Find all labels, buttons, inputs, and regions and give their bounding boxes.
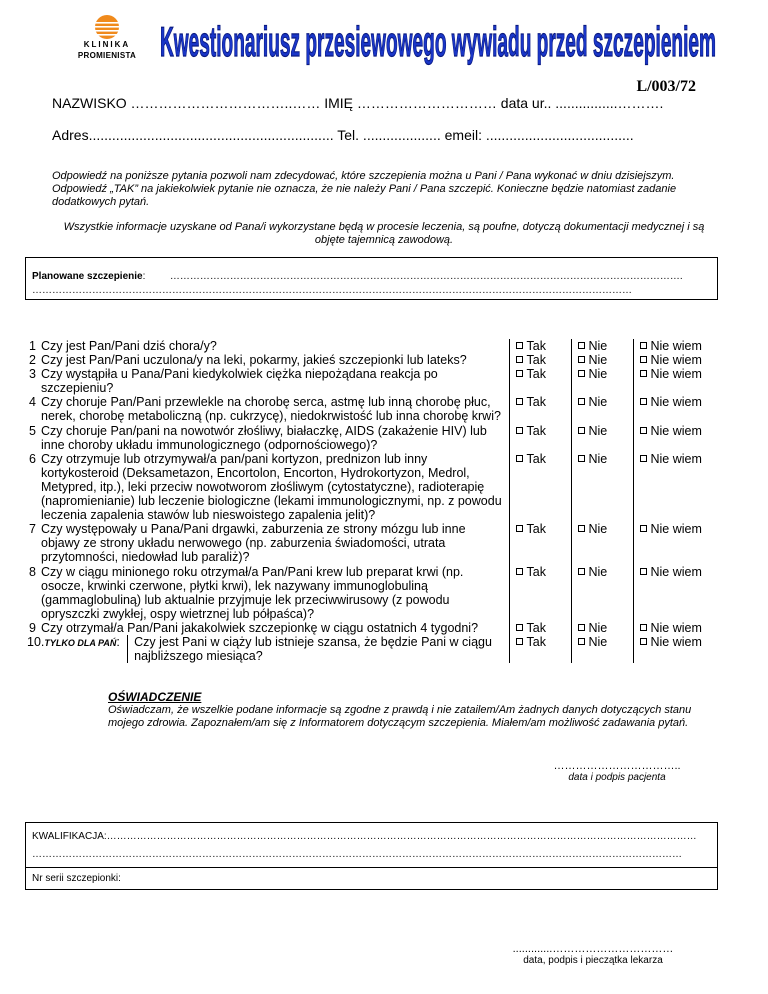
checkbox-icon[interactable] bbox=[640, 638, 647, 645]
option-no[interactable] bbox=[578, 621, 633, 635]
doctor-signature-label: data, podpis i pieczątka lekarza bbox=[523, 955, 663, 966]
declaration-heading: OŚWIADCZENIE bbox=[108, 690, 202, 704]
checkbox-icon[interactable] bbox=[578, 638, 585, 645]
option-label: Nie wiem bbox=[650, 367, 702, 382]
checkbox-icon[interactable] bbox=[640, 342, 647, 349]
question-text: Czy choruje Pan/Pani przewlekle na chorobę serca, astmę lub inną chorobę płuc, nerek, chorobę metaboliczną (np. cukrzycę), niedokrwistość lub inna chorobę krwi? bbox=[41, 395, 501, 424]
option-label: Nie bbox=[588, 423, 608, 438]
checkbox-icon[interactable] bbox=[640, 370, 647, 377]
question-text: Czy jest Pan/Pani uczulona/y na leki, pokarmy, jakieś szczepionki lub lateks? bbox=[41, 353, 467, 368]
checkbox-icon[interactable] bbox=[578, 370, 585, 377]
option-label: Tak bbox=[526, 353, 546, 368]
question-text: Czy w ciągu minionego roku otrzymał/a Pan/Pani krew lub preparat krwi (np. osocze, krwinki czerwone, płytki krwi), lek nazywany immunoglobuliną (gammaglobuliną) lub aktualnie przyjmuje lek przeciwwirusowy (z powodu opryszczki zwykłej, ospy wietrznej lub półpaśca)? bbox=[41, 564, 464, 621]
clinic-logo bbox=[62, 14, 152, 64]
option-label: Nie wiem bbox=[650, 620, 702, 635]
option-yes[interactable] bbox=[516, 395, 571, 409]
checkbox-icon[interactable] bbox=[640, 525, 647, 532]
checkbox-icon[interactable] bbox=[640, 356, 647, 363]
option-dont-know[interactable] bbox=[640, 452, 719, 466]
checkbox-icon[interactable] bbox=[516, 356, 523, 363]
option-yes[interactable] bbox=[516, 522, 571, 536]
question-row bbox=[27, 565, 718, 621]
title-text: Kwestionariusz przesiewowego wywiadu przed szczepieniem bbox=[160, 18, 716, 65]
option-label: Nie bbox=[588, 339, 608, 353]
option-no[interactable] bbox=[578, 395, 633, 409]
option-label: Tak bbox=[526, 395, 546, 410]
option-dont-know[interactable] bbox=[640, 339, 719, 353]
option-dont-know[interactable] bbox=[640, 367, 719, 381]
confidentiality-paragraph: Wszystkie informacje uzyskane od Pana/i wykorzystane będą w procesie leczenia, są poufne, dotyczą dokumentacji medycznej i są objęte tajemnicą zawodową. bbox=[63, 221, 705, 246]
question-text: Czy otrzymał/a Pan/Pani jakakolwiek szczepionkę w ciągu ostatnich 4 tygodni? bbox=[41, 620, 479, 635]
question-number: 5 bbox=[29, 423, 36, 438]
question-text: Czy wystąpiła u Pana/Pani kiedykolwiek ciężka niepożądana reakcja po szczepieniu? bbox=[41, 367, 438, 396]
qualification-field-1[interactable]: …………………………………………………………………………………………………………………………………………………………… bbox=[106, 831, 697, 842]
option-no[interactable] bbox=[578, 353, 633, 367]
question-row bbox=[27, 339, 718, 353]
option-label: Nie wiem bbox=[650, 564, 702, 579]
option-label: Tak bbox=[526, 620, 546, 635]
question-number: 9 bbox=[29, 620, 36, 635]
option-label: Nie wiem bbox=[650, 339, 702, 353]
question-text: Czy choruje Pan/pani na nowotwór złośliwy, białaczkę, AIDS (zakażenie HIV) lub inne choroby układu immunologicznego (odpornościowego)? bbox=[41, 423, 487, 452]
option-dont-know[interactable] bbox=[640, 635, 719, 649]
option-yes[interactable] bbox=[516, 424, 571, 438]
option-label: Tak bbox=[526, 367, 546, 382]
checkbox-icon[interactable] bbox=[516, 427, 523, 434]
qualification-label: KWALIFIKACJA: bbox=[32, 831, 107, 842]
option-no[interactable] bbox=[578, 452, 633, 466]
option-label: Tak bbox=[526, 339, 546, 353]
option-label: Nie bbox=[588, 522, 608, 537]
patient-signature-line: …………………………….. bbox=[553, 760, 681, 772]
women-only-label: 10.TYLKO DLA PAŃ: bbox=[27, 635, 128, 663]
checkbox-icon[interactable] bbox=[578, 624, 585, 631]
option-no[interactable] bbox=[578, 565, 633, 579]
checkbox-icon[interactable] bbox=[640, 427, 647, 434]
question-text: Czy otrzymuje lub otrzymywał/a pan/pani kortyzon, prednizon lub inny kortykosteroid (Deksametazon, Encortolon, Encorton, Hydrokortyzon, Medrol, Metypred, itp.), leki przeciw nowotworom złośliwym (cytostatyczne), radioterapię (napromienianie) lub leczenie biologiczne (lekami immunologicznymi, np. z powodu leczenia zapalenia stawów lub nieswoistego zapalenia jelit)? bbox=[41, 451, 502, 523]
address-line: Adres............................................................... Tel. .................... emeil: ...................................... bbox=[52, 127, 634, 143]
question-number: 7 bbox=[29, 522, 36, 537]
checkbox-icon[interactable] bbox=[578, 455, 585, 462]
checkbox-icon[interactable] bbox=[578, 427, 585, 434]
checkbox-icon[interactable] bbox=[516, 455, 523, 462]
option-label: Nie wiem bbox=[650, 522, 702, 537]
planned-vaccination-field-1[interactable]: ………………………………………………………………………………………………………………………………………. bbox=[169, 271, 683, 282]
option-no[interactable] bbox=[578, 367, 633, 381]
option-no[interactable] bbox=[578, 522, 633, 536]
sun-logo-icon bbox=[90, 14, 124, 40]
option-label: Tak bbox=[526, 522, 546, 537]
planned-vaccination-label: Planowane szczepienie bbox=[32, 271, 143, 282]
logo-line1: KLINIKA bbox=[83, 40, 131, 49]
checkbox-icon[interactable] bbox=[516, 638, 523, 645]
option-yes[interactable] bbox=[516, 452, 571, 466]
option-label: Nie bbox=[588, 634, 608, 649]
option-yes[interactable] bbox=[516, 565, 571, 579]
option-dont-know[interactable] bbox=[640, 395, 719, 409]
question-text: Czy występowały u Pana/Pani drgawki, zaburzenia ze strony mózgu lub inne objawy ze strony układu nerwowego (np. zaburzenia świadomości, utrata przytomności, niedowład lub paraliż)? bbox=[41, 522, 466, 565]
question-row-10 bbox=[27, 635, 718, 663]
option-dont-know[interactable] bbox=[640, 424, 719, 438]
option-label: Tak bbox=[526, 564, 546, 579]
option-no[interactable] bbox=[578, 339, 633, 353]
question-number: 6 bbox=[29, 451, 36, 466]
question-number: 4 bbox=[29, 395, 36, 410]
form-code: L/003/72 bbox=[636, 78, 696, 95]
option-label: Tak bbox=[526, 634, 546, 649]
planned-vaccination-box: Planowane szczepienie: ………………………………………………………………………………………………………………………………………. ……………………………………………………………………………………………………………………………………………………………… bbox=[25, 257, 718, 300]
question-text: Czy jest Pani w ciąży lub istnieje szansa, że będzie Pani w ciągu najbliższego miesiąca? bbox=[134, 634, 492, 664]
checkbox-icon[interactable] bbox=[640, 624, 647, 631]
option-yes[interactable] bbox=[516, 339, 571, 353]
checkbox-icon[interactable] bbox=[640, 398, 647, 405]
question-number: 2 bbox=[29, 353, 36, 368]
doctor-signature[interactable] bbox=[508, 943, 678, 966]
declaration-text: Oświadczam, że wszelkie podane informacje są zgodne z prawdą i nie zatailem/Am żadnych danych dotyczących stanu mojego zdrowia. Zapoznałem/am się z Informatorem dotyczącym szczepienia. Miałem/am możliwość zadawania pytań. bbox=[108, 704, 692, 729]
option-label: Nie bbox=[588, 620, 608, 635]
checkbox-icon[interactable] bbox=[640, 455, 647, 462]
question-row bbox=[27, 452, 718, 522]
option-dont-know[interactable] bbox=[640, 522, 719, 536]
option-label: Nie wiem bbox=[650, 634, 702, 649]
option-yes[interactable] bbox=[516, 621, 571, 635]
checkbox-icon[interactable] bbox=[578, 568, 585, 575]
serial-number-box[interactable] bbox=[25, 868, 718, 890]
option-dont-know[interactable] bbox=[640, 621, 719, 635]
planned-vaccination-field-2[interactable]: ……………………………………………………………………………………………………………………………………………………………… bbox=[32, 285, 632, 296]
option-label: Nie bbox=[588, 353, 608, 368]
option-label: Nie wiem bbox=[650, 451, 702, 466]
checkbox-icon[interactable] bbox=[578, 356, 585, 363]
patient-signature-label: data i podpis pacjenta bbox=[568, 772, 666, 783]
page-title bbox=[158, 10, 718, 70]
option-no[interactable] bbox=[578, 424, 633, 438]
option-label: Tak bbox=[526, 423, 546, 438]
option-label: Nie bbox=[588, 367, 608, 382]
option-label: Nie wiem bbox=[650, 353, 702, 368]
option-label: Nie bbox=[588, 395, 608, 410]
option-yes[interactable] bbox=[516, 367, 571, 381]
question-row bbox=[27, 395, 718, 423]
checkbox-icon[interactable] bbox=[640, 568, 647, 575]
option-no[interactable] bbox=[578, 635, 633, 649]
doctor-signature-line: .............…………………………… bbox=[512, 943, 674, 955]
qualification-field-2[interactable]: …………………………………………………………………………………………………………………………………………………………………………… bbox=[32, 849, 682, 860]
question-row bbox=[27, 367, 718, 395]
checkbox-icon[interactable] bbox=[578, 398, 585, 405]
question-row bbox=[27, 424, 718, 452]
question-number: 10. bbox=[27, 634, 45, 649]
checkbox-icon[interactable] bbox=[516, 398, 523, 405]
checkbox-icon[interactable] bbox=[516, 525, 523, 532]
option-label: Nie wiem bbox=[650, 395, 702, 410]
question-row bbox=[27, 621, 718, 635]
checkbox-icon[interactable] bbox=[516, 624, 523, 631]
logo-line2: PROMIENISTA bbox=[77, 51, 137, 60]
question-number: 8 bbox=[29, 564, 36, 579]
checkbox-icon[interactable] bbox=[516, 568, 523, 575]
serial-number-label: Nr serii szczepionki: bbox=[32, 873, 121, 884]
option-label: Nie wiem bbox=[650, 423, 702, 438]
option-yes[interactable] bbox=[516, 635, 571, 649]
option-label: Tak bbox=[526, 451, 546, 466]
question-row bbox=[27, 353, 718, 367]
option-dont-know[interactable] bbox=[640, 353, 719, 367]
name-line: NAZWISKO ……………………………..…… IMIĘ ………………………… data ur.. ................………. bbox=[52, 95, 664, 111]
option-dont-know[interactable] bbox=[640, 565, 719, 579]
women-only-prefix: TYLKO DLA PAŃ bbox=[44, 637, 117, 648]
option-yes[interactable] bbox=[516, 353, 571, 367]
question-text: Czy jest Pan/Pani dziś chora/y? bbox=[41, 339, 217, 353]
patient-signature[interactable] bbox=[552, 760, 682, 783]
checkbox-icon[interactable] bbox=[516, 370, 523, 377]
question-number: 1 bbox=[29, 339, 36, 353]
option-label: Nie bbox=[588, 451, 608, 466]
intro-paragraph: Odpowiedź na poniższe pytania pozwoli nam zdecydować, które szczepienia można u Pani / Pana wykonać w dniu dzisiejszym. Odpowiedź „TAK” na jakiekolwiek pytanie nie oznacza, że nie należy Pani / Pana szczepić. Konieczne będzie natomiast zadanie dodatkowych pytań. bbox=[52, 170, 677, 208]
option-label: Nie bbox=[588, 564, 608, 579]
questions-table bbox=[27, 339, 718, 663]
qualification-box bbox=[25, 822, 718, 868]
checkbox-icon[interactable] bbox=[578, 342, 585, 349]
question-row bbox=[27, 522, 718, 564]
question-number: 3 bbox=[29, 367, 36, 382]
checkbox-icon[interactable] bbox=[578, 525, 585, 532]
checkbox-icon[interactable] bbox=[516, 342, 523, 349]
